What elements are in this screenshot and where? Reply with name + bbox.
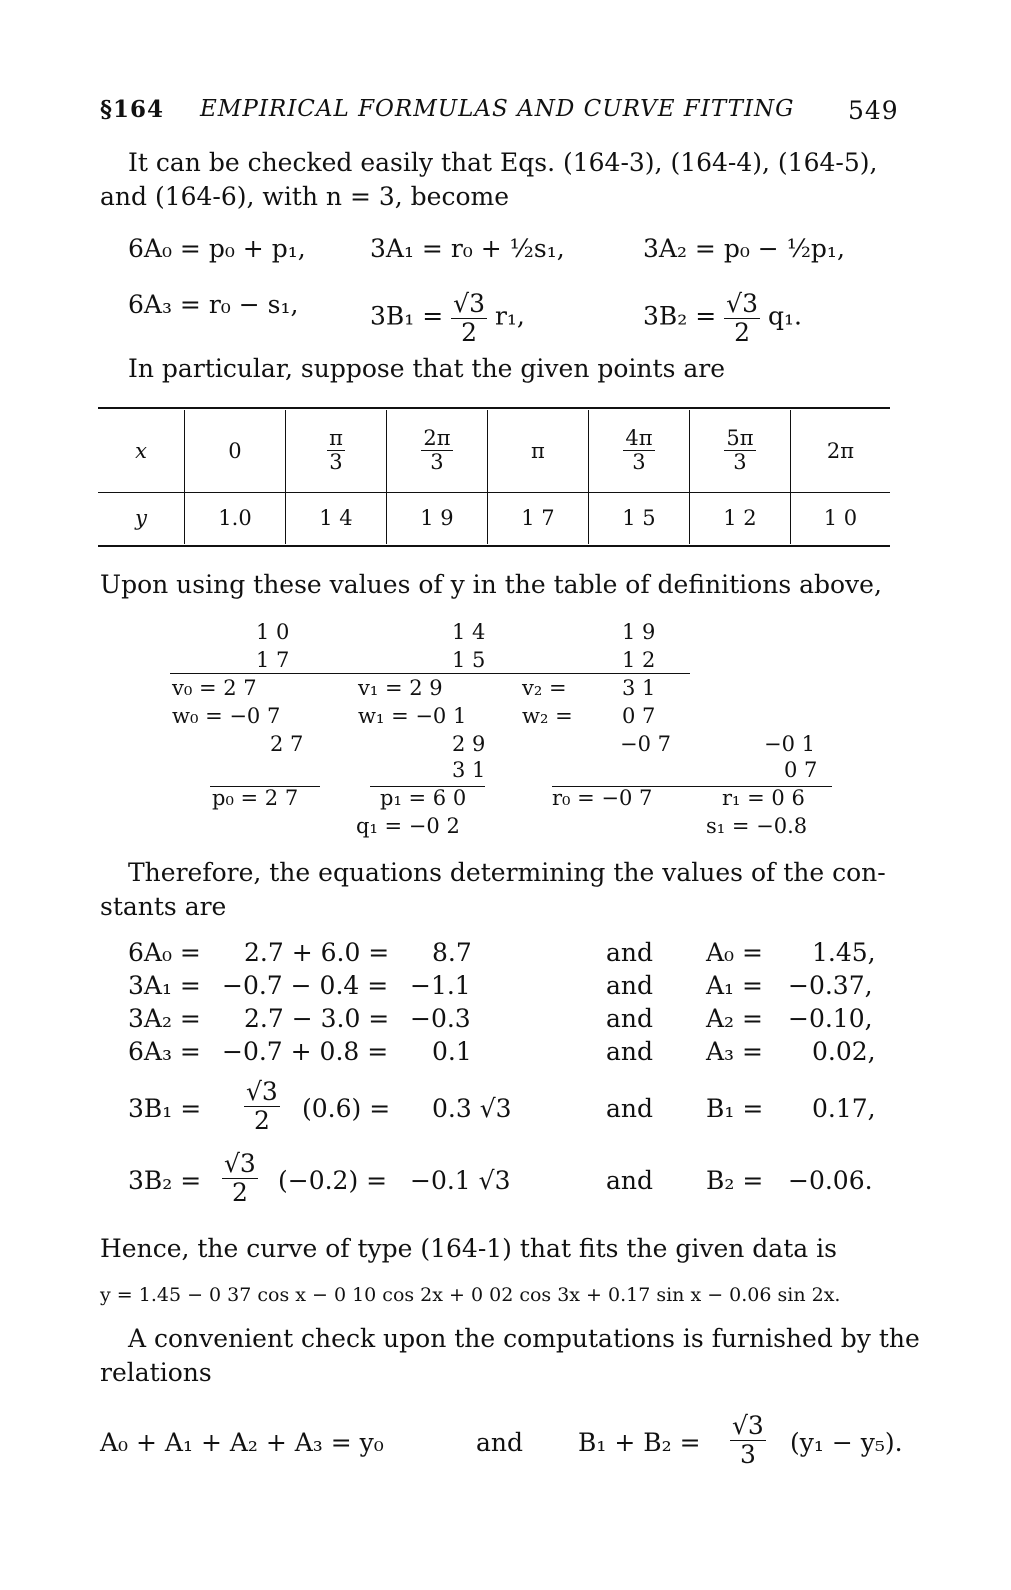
eq-and: and <box>606 1004 654 1033</box>
comp-s1: s₁ = −0.8 <box>706 814 808 838</box>
table-cell: 1 5 <box>588 492 689 544</box>
table-cell: 0 <box>185 410 286 492</box>
relation-right-lhs: B₁ + B₂ = <box>578 1428 701 1457</box>
table-cell: $\frac{4\pi}{3}$ <box>588 410 689 492</box>
table-bottom-rule <box>98 545 890 547</box>
eq-result-rhs: −0.10, <box>788 1004 873 1033</box>
page-number: 549 <box>848 96 899 125</box>
particular-line: In particular, suppose that the given points are <box>128 354 726 383</box>
intro-line-1: It can be checked easily that Eqs. (164-3), (164-4), (164-5), <box>128 148 878 177</box>
table-cell: 1 9 <box>386 492 487 544</box>
comp-value: 0 7 <box>784 758 818 782</box>
comp-value: 1 7 <box>256 648 290 672</box>
comp-v0: v₀ = 2 7 <box>172 676 257 700</box>
data-table <box>98 410 890 544</box>
fraction-numerator: √3 <box>224 1149 256 1178</box>
comp-value: 1 4 <box>452 620 486 644</box>
fraction-denominator: 2 <box>231 1177 248 1207</box>
eq-result-rhs: −0.06. <box>788 1166 873 1195</box>
comp-p0: p₀ = 2 7 <box>212 786 299 810</box>
eq-result-lhs: A₁ = <box>706 971 763 1000</box>
table-cell: 1 0 <box>823 506 858 531</box>
eq-lhs: 3B₂ = <box>128 1166 202 1195</box>
comp-w2: w₂ = <box>522 704 573 728</box>
comp-value: 1 2 <box>622 648 656 672</box>
def-6A3: 6A₃ = r₀ − s₁, <box>128 290 299 319</box>
eq-result-rhs: 0.02, <box>812 1037 876 1066</box>
sqrt3-over-2-fraction <box>244 1078 280 1134</box>
eq-val: 0.1 <box>432 1037 472 1066</box>
check-line-2: relations <box>100 1358 212 1387</box>
eq-mid: 2.7 + 6.0 = <box>244 938 390 967</box>
eq-mid: 2.7 − 3.0 = <box>244 1004 390 1033</box>
fraction-numerator: √3 <box>453 289 485 318</box>
def-6A0: 6A₀ = p₀ + p₁, <box>128 234 306 263</box>
table-cell: 1 4 <box>285 492 386 544</box>
eq-result-lhs: A₂ = <box>706 1004 763 1033</box>
comp-value: −0 7 <box>620 732 671 756</box>
fraction-numerator: √3 <box>726 289 758 318</box>
comp-value: 1 5 <box>452 648 486 672</box>
fraction-numerator: √3 <box>732 1411 764 1440</box>
hence-line: Hence, the curve of type (164-1) that fits the given data is <box>100 1234 837 1263</box>
table-cell: 1 2 <box>689 492 790 544</box>
comp-w0: w₀ = −0 7 <box>172 704 281 728</box>
eq-lhs: 3B₁ = <box>128 1094 202 1123</box>
fraction-denominator: 2 <box>461 317 478 347</box>
table-cell: 2π <box>826 438 855 463</box>
def-3A2: 3A₂ = p₀ − ½p₁, <box>643 234 845 263</box>
eq-mid: −0.7 + 0.8 = <box>222 1037 389 1066</box>
table-cell: π <box>487 410 588 492</box>
fraction-denominator: 2 <box>734 317 751 347</box>
therefore-line-2: stants are <box>100 892 227 921</box>
comp-rule-1 <box>170 673 690 674</box>
comp-r1: r₁ = 0 6 <box>722 786 805 810</box>
upon-line: Upon using these values of y in the table of definitions above, <box>100 570 882 599</box>
relation-right-rhs: (y₁ − y₅). <box>790 1428 903 1457</box>
eq-and: and <box>606 1037 654 1066</box>
comp-value: 1 9 <box>622 620 656 644</box>
table-cell: $\frac{2\pi}{3}$ <box>386 410 487 492</box>
def-3B2-rhs: q₁. <box>767 301 802 331</box>
table-header-x: x <box>98 410 185 492</box>
eq-lhs: 6A₃ = <box>128 1037 201 1066</box>
comp-value: −0 1 <box>764 732 815 756</box>
eq-result-lhs: A₃ = <box>706 1037 763 1066</box>
eq-val: −1.1 <box>410 971 471 1000</box>
comp-value: 3 1 <box>622 676 656 700</box>
def-3B1 <box>370 290 525 346</box>
fraction-denominator: 3 <box>739 1439 756 1469</box>
sqrt3-over-2-fraction <box>222 1150 258 1206</box>
table-header-y: y <box>98 492 185 544</box>
comp-q1: q₁ = −0 2 <box>356 814 460 838</box>
comp-value: 1 0 <box>256 620 290 644</box>
table-cell: 1 7 <box>487 492 588 544</box>
comp-v1: v₁ = 2 9 <box>358 676 443 700</box>
eq-and: and <box>606 1094 654 1123</box>
eq-lhs: 3A₂ = <box>128 1004 201 1033</box>
comp-p1: p₁ = 6 0 <box>380 786 467 810</box>
table-cell: $\frac{\pi}{3}$ <box>285 410 386 492</box>
section-number: §164 <box>100 96 165 123</box>
comp-value: 2 7 <box>270 732 304 756</box>
eq-mid: (−0.2) = <box>278 1166 388 1195</box>
comp-w1: w₁ = −0 1 <box>358 704 467 728</box>
fraction-numerator: √3 <box>246 1077 278 1106</box>
comp-r0: r₀ = −0 7 <box>552 786 653 810</box>
sqrt3-over-2-fraction <box>724 290 760 346</box>
table-row-x <box>98 410 890 492</box>
eq-val: −0.1 √3 <box>410 1166 511 1195</box>
sqrt3-over-3-fraction <box>730 1412 766 1468</box>
def-3B1-rhs: r₁, <box>494 301 525 331</box>
eq-lhs: 6A₀ = <box>128 938 201 967</box>
sqrt3-over-2-fraction <box>451 290 487 346</box>
eq-and: and <box>606 1166 654 1195</box>
eq-and: and <box>606 971 654 1000</box>
table-cell: 1.0 <box>185 492 286 544</box>
table-top-rule <box>98 407 890 409</box>
eq-result-rhs: 1.45, <box>812 938 876 967</box>
eq-result-rhs: 0.17, <box>812 1094 876 1123</box>
def-3A1: 3A₁ = r₀ + ½s₁, <box>370 234 565 263</box>
eq-lhs: 3A₁ = <box>128 971 201 1000</box>
eq-result-lhs: A₀ = <box>706 938 763 967</box>
relation-left: A₀ + A₁ + A₂ + A₃ = y₀ <box>100 1428 384 1457</box>
comp-v2: v₂ = <box>522 676 567 700</box>
comp-value: 3 1 <box>452 758 486 782</box>
comp-value: 2 9 <box>452 732 486 756</box>
running-title: EMPIRICAL FORMULAS AND CURVE FITTING <box>200 96 795 122</box>
eq-mid: (0.6) = <box>302 1094 391 1123</box>
table-cell: $\frac{5\pi}{3}$ <box>689 410 790 492</box>
eq-and: and <box>606 938 654 967</box>
relation-and: and <box>476 1428 524 1457</box>
eq-val: 0.3 √3 <box>432 1094 512 1123</box>
eq-val: −0.3 <box>410 1004 471 1033</box>
comp-value: 0 7 <box>622 704 656 728</box>
def-3B1-lhs: 3B₁ = <box>370 301 452 331</box>
def-3B2 <box>643 290 802 346</box>
fitted-curve-equation: y = 1.45 − 0 37 cos x − 0 10 cos 2x + 0 02 cos 3x + 0.17 sin x − 0.06 sin 2x. <box>100 1284 841 1306</box>
table-row-y <box>98 492 890 544</box>
intro-line-2: and (164-6), with n = 3, become <box>100 182 510 211</box>
therefore-line-1: Therefore, the equations determining the values of the con- <box>128 858 886 887</box>
eq-val: 8.7 <box>432 938 472 967</box>
eq-mid: −0.7 − 0.4 = <box>222 971 389 1000</box>
def-3B2-lhs: 3B₂ = <box>643 301 725 331</box>
check-line-1: A convenient check upon the computations is furnished by the <box>128 1324 920 1353</box>
eq-result-lhs: B₂ = <box>706 1166 764 1195</box>
eq-result-lhs: B₁ = <box>706 1094 764 1123</box>
fraction-denominator: 2 <box>253 1105 270 1135</box>
eq-result-rhs: −0.37, <box>788 971 873 1000</box>
